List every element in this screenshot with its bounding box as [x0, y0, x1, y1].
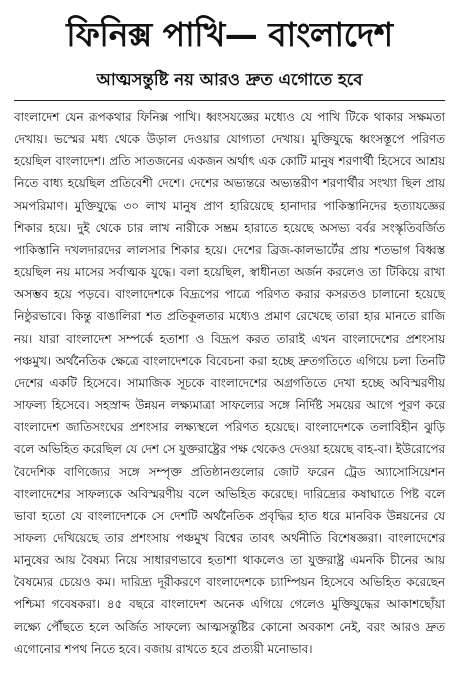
- subheadline: আত্মসন্তুষ্টি নয় আরও দ্রুত এগোতে হবে: [96, 70, 363, 89]
- article-body: [14, 106, 445, 660]
- divider: [14, 100, 445, 101]
- article-paragraph: বাংলাদেশ যেন রূপকথার ফিনিক্স পাখি। ধ্বংসযজ্ঞের মধ্যেও যে পাখি টিকে থাকার সক্ষমতা দেখায়। ভস্মের মধ্য থেকে উড়াল দেওয়ার যোগ্যতা দেখায়। মুক্তিযুদ্ধে ধ্বংসস্তূপে পরিণত হয়েছিল বাংলাদেশ। প্রতি সাতজনের একজন অর্থাৎ এক কোটি মানুষ শরণার্থী হিসেবে আশ্রয় নিতে বাধ্য হয়েছিল প্রতিবেশী দেশে। দেশের অভ্যন্তরে অভ্যন্তরীণ শরণার্থীর সংখ্যা ছিল প্রায় সমপরিমাণ। মুক্তিযুদ্ধে ৩০ লাখ মানুষ প্রাণ হারিয়েছে হানাদার পাকিস্তানিদের হত্যাযজ্ঞের শিকার হয়ে। দুই থেকে চার লাখ নারীকে সম্ভ্রম হারাতে হয়েছে অসভ্য বর্বর সংস্কৃতিবর্জিত পাকিস্তানি দখলদারদের লালসার শিকার হয়ে। দেশের ব্রিজ-কালভার্টের প্রায় শতভাগ বিধ্বস্ত হয়েছিল নয় মাসের সর্বাত্মক যুদ্ধে। বলা হয়েছিল, স্বাধীনতা অর্জন করলেও তা টিকিয়ে রাখা অসম্ভব হয়ে পড়বে। বাংলাদেশকে বিদ্রূপের পাত্রে পরিণত করার কসরতও চালানো হয়েছে নিষ্ঠুরভাবে। কিন্তু বাঙালিরা শত প্রতিকূলতার মধ্যেও প্রমাণ রেখেছে তারা হার মানতে রাজি নয়। যারা বাংলাদেশ সম্পর্কে হতাশা ও বিদ্রূপ করত তারাই এখন বাংলাদেশের প্রশংসায় পঞ্চমুখ। অর্থনৈতিক ক্ষেত্রে বাংলাদেশকে বিবেচনা করা হচ্ছে দ্রুতগতিতে এগিয়ে চলা তিনটি দেশের একটি হিসেবে। সামাজিক সূচকে বাংলাদেশের অগ্রগতিতে দেখা হচ্ছে অবিস্মরণীয় সাফল্য হিসেবে। সহস্রাব্দ উন্নয়ন লক্ষ্যমাত্রা সাফল্যের সঙ্গে নির্দিষ্ট সময়ের আগে পূরণ করে বাংলাদেশ জাতিসংঘের প্রশংসার লক্ষ্যস্থলে পরিণত হয়েছে। বাংলাদেশকে তলাবিহীন ঝুড়ি বলে অভিহিত করেছিল যে দেশ সে যুক্তরাষ্ট্রের পক্ষ থেকেও দেওয়া হয়েছে বাহ-বা। ইউরোপের বৈদেশিক বাণিজ্যের সঙ্গে সম্পৃক্ত প্রতিষ্ঠানগুলোর জোট ফরেন ট্রেড অ্যাসোসিয়েশন বাংলাদেশের সাফল্যকে অবিস্মরণীয় বলে অভিহিত করেছে। দারিদ্র্যের কষাঘাতে পিষ্ট বলে ভাবা হতো যে বাংলাদেশকে সে দেশটি অর্থনৈতিক প্রবৃদ্ধির হাত ধরে মানবিক উন্নয়নের যে সাফল্য দেখিয়েছে তার প্রশংসায় পঞ্চমুখ বিশ্বের তাবৎ অর্থনীতি বিশেষজ্ঞরা। বাংলাদেশের মানুষের আয় বৈষম্য নিয়ে সাধারণভাবে হতাশা থাকলেও তা যুক্তরাষ্ট্র এমনকি চীনের আয় বৈষম্যের চেয়েও কম। দারিদ্র্য দূরীকরণে বাংলাদেশকে চ্যাম্পিয়ন হিসেবে অভিহিত করেছেন পশ্চিমা গবেষকরা। ৪৫ বছরে বাংলাদেশ অনেক এগিয়ে গেলেও মুক্তিযুদ্ধের আকাশছোঁয়া লক্ষ্যে পৌঁছতে হলে অর্জিত সাফল্যে আত্মসন্তুষ্টির কোনো অবকাশ নেই, বরং আরও দ্রুত এগোনোর শপথ নিতে হবে। বজায় রাখতে হবে প্রত্যয়ী মনোভাব।: [14, 110, 445, 656]
- headline: ফিনিক্স পাখি— বাংলাদেশ: [66, 15, 393, 54]
